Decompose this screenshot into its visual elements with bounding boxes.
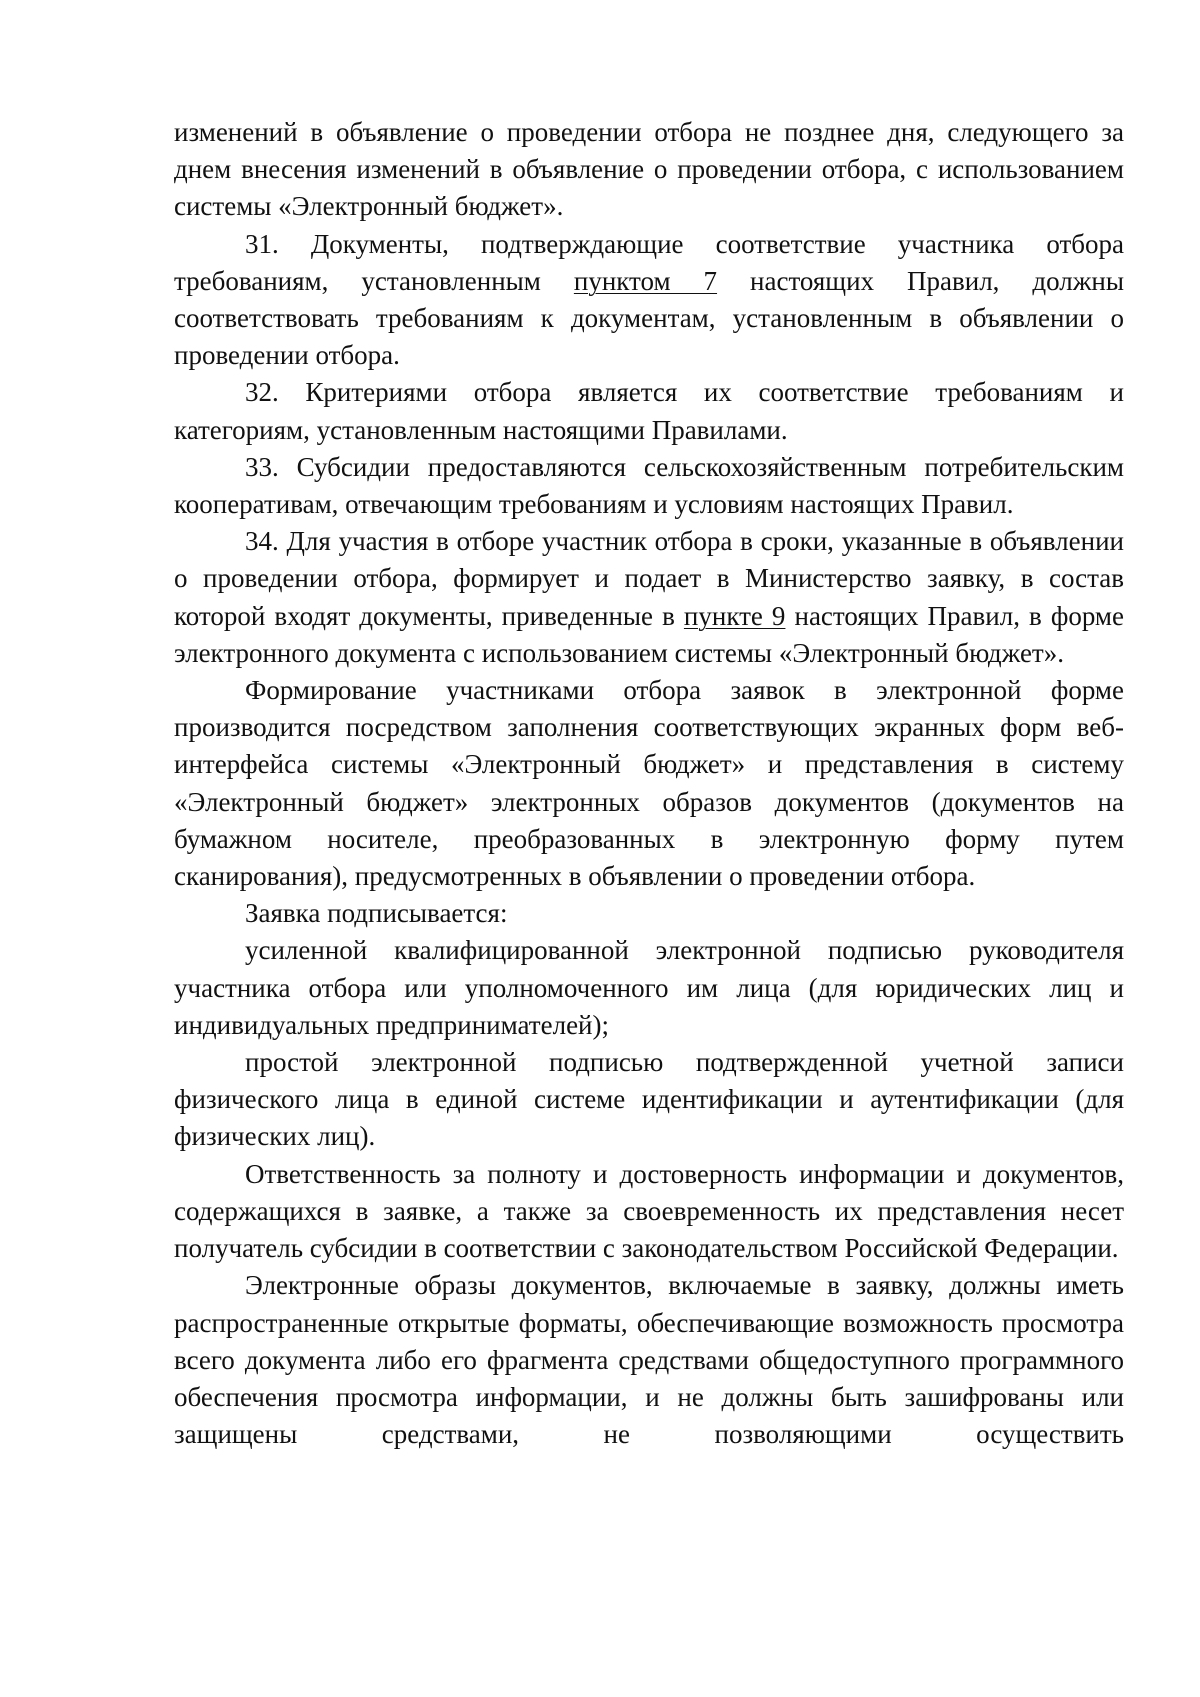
document-page bbox=[174, 114, 1124, 1453]
paragraph-34-text-b: настоящих Правил, в форме электронного документа с использованием системы «Электронный бюджет». bbox=[174, 600, 1124, 668]
paragraph-31-text-a: 31. Документы, подтверждающие соответствие участника отбора требованиям, установленным bbox=[174, 228, 1124, 296]
paragraph-signed-legal: усиленной квалифицированной электронной подписью руководителя участника отбора или уполномоченного им лица (для юридических лиц и индивидуальных предпринимателей); bbox=[174, 935, 1124, 1040]
paragraph-32: 32. Критериями отбора является их соответствие требованиям и категориям, установленным настоящими Правилами. bbox=[174, 377, 1124, 445]
paragraph-31-text-b: настоящих Правил, должны соответствовать требованиям к документам, установленным в объявлении о проведении отбора. bbox=[174, 265, 1125, 371]
paragraph-continuation: изменений в объявление о проведении отбора не позднее дня, следующего за днем внесения изменений в объявление о проведении отбора, с использованием системы «Электронный бюджет». bbox=[174, 117, 1124, 222]
paragraph-33: 33. Субсидии предоставляются сельскохозяйственным потребительским кооперативам, отвечающим требованиям и условиям настоящих Правил. bbox=[174, 451, 1124, 520]
paragraph-34-text-a: 34. Для участия в отборе участник отбора в сроки, указанные в объявлении о проведении отбора, формирует и подает в Министерство заявку, в состав которой входят документы, приведенные в bbox=[174, 526, 1124, 631]
link-punkt-7[interactable]: пунктом 7 bbox=[573, 265, 718, 296]
link-punkt-9[interactable]: пункте 9 bbox=[683, 600, 786, 631]
paragraph-31 bbox=[174, 226, 1124, 375]
paragraph-signed-individual: простой электронной подписью подтвержденной учетной записи физического лица в единой системе идентификации и аутентификации (для физических лиц). bbox=[174, 1047, 1124, 1152]
paragraph-signed: Заявка подписывается: bbox=[245, 898, 508, 929]
paragraph-34 bbox=[174, 523, 1124, 672]
paragraph-forming: Формирование участниками отбора заявок в электронной форме производится посредством заполнения соответствующих экранных форм веб-интерфейса системы «Электронный бюджет» и представления в систему «Электронный бюджет» электронных образов документов (документов на бумажном носителе, преобразованных в электронную форму путем сканирования), предусмотренных в объявлении о проведении отбора. bbox=[174, 675, 1124, 892]
paragraph-electronic-images: Электронные образы документов, включаемые в заявку, должны иметь распространенные открытые форматы, обеспечивающие возможность просмотра всего документа либо его фрагмента средствами общедоступного программного обеспечения просмотра информации, и не должны быть зашифрованы или защищены средствами, не позволяющими осуществить bbox=[174, 1270, 1124, 1450]
paragraph-responsibility: Ответственность за полноту и достоверность информации и документов, содержащихся в заявке, а также за своевременность их представления несет получатель субсидии в соответствии с законодательством Российской Федерации. bbox=[174, 1158, 1124, 1264]
